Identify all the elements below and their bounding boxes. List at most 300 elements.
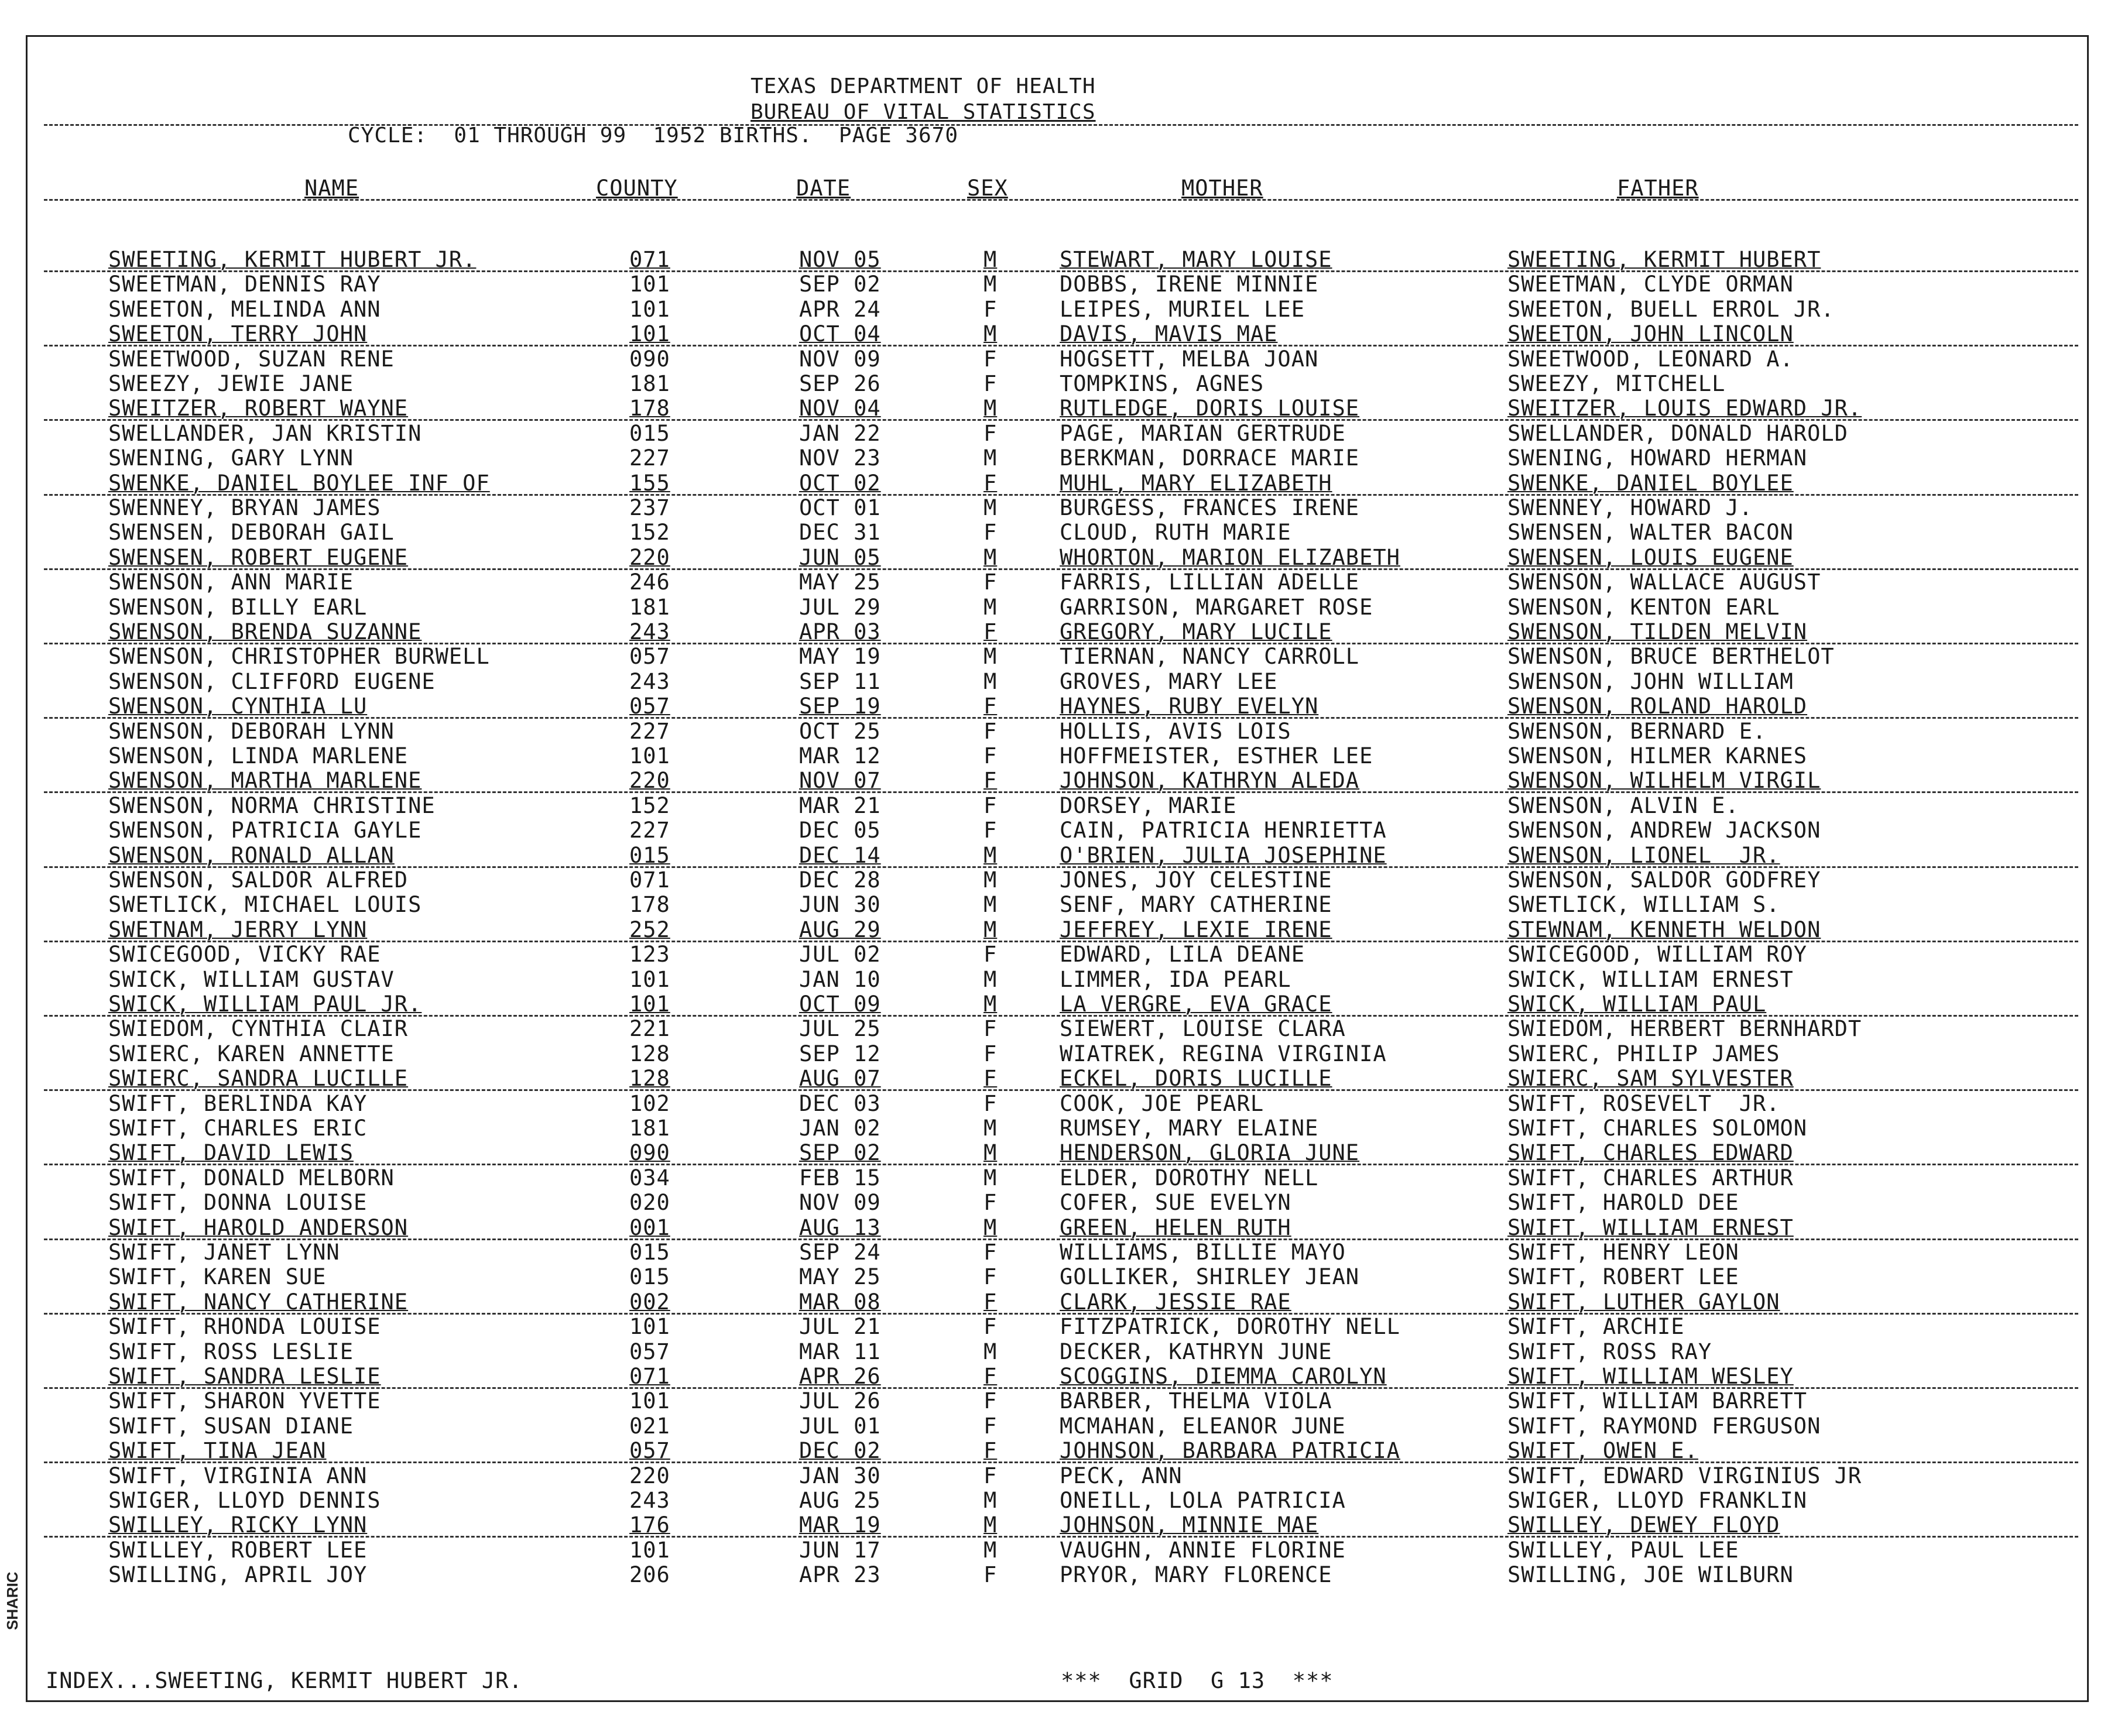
cell-sex: M	[984, 966, 998, 992]
table-row	[0, 942, 2049, 966]
cell-county: 227	[629, 818, 670, 843]
cell-county: 102	[629, 1090, 670, 1116]
table-row	[0, 867, 2049, 892]
cell-sex: M	[984, 1339, 998, 1364]
cell-county: 178	[629, 396, 670, 421]
table-row	[0, 1463, 2049, 1488]
cell-sex: M	[984, 594, 998, 620]
table-row	[0, 272, 2049, 296]
cell-date: SEP 26	[799, 371, 881, 396]
cell-sex: M	[984, 445, 998, 471]
table-row	[0, 1538, 2049, 1562]
cell-father: SWEETMAN, CLYDE ORMAN	[1507, 272, 1794, 297]
cell-name: SWIFT, DAVID LEWIS	[108, 1140, 354, 1166]
footer-index: INDEX...SWEETING, KERMIT HUBERT JR.	[46, 1668, 523, 1693]
cell-sex: F	[984, 346, 998, 372]
cell-sex: M	[984, 544, 998, 570]
cell-date: OCT 09	[799, 991, 881, 1017]
cell-date: DEC 03	[799, 1090, 881, 1116]
table-row	[0, 1190, 2049, 1214]
cell-father: SWIFT, HENRY LEON	[1507, 1240, 1739, 1265]
cell-father: SWENSON, TILDEN MELVIN	[1507, 619, 1808, 644]
table-row	[0, 1215, 2049, 1240]
cell-mother: SENF, MARY CATHERINE	[1060, 892, 1332, 918]
cell-name: SWETLICK, MICHAEL LOUIS	[108, 892, 422, 918]
cell-date: AUG 29	[799, 917, 881, 942]
cell-sex: M	[984, 321, 998, 347]
cell-sex: F	[984, 942, 998, 968]
cell-name: SWEITZER, ROBERT WAYNE	[108, 396, 409, 421]
cell-name: SWENSON, CYNTHIA LU	[108, 694, 368, 719]
cell-father: SWENSEN, LOUIS EUGENE	[1507, 544, 1794, 570]
cell-mother: HOGSETT, MELBA JOAN	[1060, 346, 1319, 372]
cell-father: SWIFT, ROSS RAY	[1507, 1339, 1712, 1364]
table-row	[0, 1140, 2049, 1165]
cell-county: 071	[629, 247, 670, 272]
cell-county: 176	[629, 1512, 670, 1538]
cell-county: 071	[629, 867, 670, 893]
table-row	[0, 1488, 2049, 1512]
cell-name: SWIFT, KAREN SUE	[108, 1264, 327, 1290]
cell-sex: M	[984, 1512, 998, 1538]
cell-sex: F	[984, 1289, 998, 1315]
cell-name: SWIFT, DONALD MELBORN	[108, 1165, 395, 1191]
cell-sex: F	[984, 296, 998, 322]
cell-mother: BARBER, THELMA VIOLA	[1060, 1388, 1332, 1414]
cell-sex: F	[984, 1264, 998, 1290]
cell-date: NOV 05	[799, 247, 881, 272]
cell-father: SWENKE, DANIEL BOYLEE	[1507, 470, 1794, 496]
cell-date: NOV 09	[799, 1190, 881, 1216]
table-row	[0, 297, 2049, 321]
cell-sex: F	[984, 470, 998, 496]
cell-mother: HENDERSON, GLORIA JUNE	[1060, 1140, 1360, 1166]
cell-father: SWIEDOM, HERBERT BERNHARDT	[1507, 1016, 1862, 1042]
cell-name: SWEETMAN, DENNIS RAY	[108, 272, 381, 297]
table-row	[0, 371, 2049, 396]
table-row	[0, 421, 2049, 445]
cell-sex: F	[984, 1314, 998, 1340]
cell-sex: F	[984, 743, 998, 768]
table-row	[0, 743, 2049, 768]
header-line-1: TEXAS DEPARTMENT OF HEALTH	[751, 74, 1096, 98]
cell-father: SWIFT, CHARLES EDWARD	[1507, 1140, 1794, 1166]
cell-father: SWENSON, SALDOR GODFREY	[1507, 867, 1821, 893]
cell-name: SWIFT, NANCY CATHERINE	[108, 1289, 409, 1315]
cell-sex: F	[984, 792, 998, 818]
cell-date: SEP 19	[799, 694, 881, 719]
cell-sex: M	[984, 1140, 998, 1166]
cell-county: 001	[629, 1214, 670, 1240]
cell-father: SWIFT, OWEN E.	[1507, 1438, 1698, 1464]
cell-date: APR 03	[799, 619, 881, 644]
cell-mother: PAGE, MARIAN GERTRUDE	[1060, 420, 1346, 446]
cell-father: SWENSON, WILHELM VIRGIL	[1507, 768, 1821, 794]
cell-date: JUL 26	[799, 1388, 881, 1414]
cell-sex: F	[984, 818, 998, 843]
cell-father: SWENSON, LIONEL JR.	[1507, 842, 1780, 868]
cell-name: SWENING, GARY LYNN	[108, 445, 354, 471]
table-row	[0, 917, 2049, 942]
cell-date: MAR 21	[799, 792, 881, 818]
cell-name: SWILLEY, ROBERT LEE	[108, 1537, 368, 1563]
cell-county: 220	[629, 1463, 670, 1488]
cell-father: SWENING, HOWARD HERMAN	[1507, 445, 1808, 471]
cell-name: SWETNAM, JERRY LYNN	[108, 917, 368, 942]
cell-father: SWICEGOOD, WILLIAM ROY	[1507, 942, 1808, 968]
cell-name: SWICK, WILLIAM GUSTAV	[108, 966, 395, 992]
cell-date: JUN 05	[799, 544, 881, 570]
cell-mother: DAVIS, MAVIS MAE	[1060, 321, 1278, 347]
cell-county: 243	[629, 1488, 670, 1513]
cell-date: JUL 01	[799, 1413, 881, 1439]
cell-name: SWEEZY, JEWIE JANE	[108, 371, 354, 396]
cell-mother: TOMPKINS, AGNES	[1060, 371, 1265, 396]
cell-date: AUG 07	[799, 1066, 881, 1092]
cell-mother: VAUGHN, ANNIE FLORINE	[1060, 1537, 1346, 1563]
cell-father: SWIFT, EDWARD VIRGINIUS JR	[1507, 1463, 1862, 1488]
cell-father: SWENSON, KENTON EARL	[1507, 594, 1780, 620]
table-row	[0, 768, 2049, 792]
cell-county: 220	[629, 768, 670, 794]
cell-county: 002	[629, 1289, 670, 1315]
cell-sex: M	[984, 272, 998, 297]
cell-mother: DOBBS, IRENE MINNIE	[1060, 272, 1319, 297]
cell-father: SWIFT, WILLIAM WESLEY	[1507, 1364, 1794, 1389]
cell-county: 090	[629, 346, 670, 372]
cell-date: SEP 24	[799, 1240, 881, 1265]
cell-name: SWIFT, SANDRA LESLIE	[108, 1364, 381, 1389]
cell-mother: LIMMER, IDA PEARL	[1060, 966, 1291, 992]
cell-mother: SCOGGINS, DIEMMA CAROLYN	[1060, 1364, 1387, 1389]
cell-sex: F	[984, 1016, 998, 1042]
cell-mother: RUTLEDGE, DORIS LOUISE	[1060, 396, 1360, 421]
cell-date: APR 23	[799, 1562, 881, 1588]
cell-name: SWEETON, TERRY JOHN	[108, 321, 368, 347]
cell-county: 015	[629, 1264, 670, 1290]
cell-mother: WIATREK, REGINA VIRGINIA	[1060, 1041, 1387, 1066]
cell-date: MAR 12	[799, 743, 881, 768]
cell-father: SWIFT, HAROLD DEE	[1507, 1190, 1739, 1216]
cell-date: DEC 14	[799, 842, 881, 868]
cell-county: 034	[629, 1165, 670, 1191]
cell-name: SWENSON, NORMA CHRISTINE	[108, 792, 436, 818]
cell-sex: M	[984, 867, 998, 893]
table-row	[0, 1314, 2049, 1339]
cell-sex: M	[984, 396, 998, 421]
table-row	[0, 1016, 2049, 1041]
cell-father: SWELLANDER, DONALD HAROLD	[1507, 420, 1848, 446]
cell-mother: MCMAHAN, ELEANOR JUNE	[1060, 1413, 1346, 1439]
cell-date: AUG 25	[799, 1488, 881, 1513]
cell-date: JAN 10	[799, 966, 881, 992]
cell-county: 101	[629, 743, 670, 768]
cell-father: SWIFT, ROSEVELT JR.	[1507, 1090, 1780, 1116]
cell-date: AUG 13	[799, 1214, 881, 1240]
table-row	[0, 471, 2049, 495]
cell-name: SWIFT, JANET LYNN	[108, 1240, 340, 1265]
cell-sex: M	[984, 668, 998, 694]
cell-name: SWENSON, CLIFFORD EUGENE	[108, 668, 436, 694]
cell-mother: JOHNSON, MINNIE MAE	[1060, 1512, 1319, 1538]
table-row	[0, 1041, 2049, 1066]
cell-county: 221	[629, 1016, 670, 1042]
cell-mother: JOHNSON, BARBARA PATRICIA	[1060, 1438, 1400, 1464]
column-header-county: COUNTY	[596, 176, 678, 201]
cell-sex: F	[984, 1463, 998, 1488]
cell-mother: GREGORY, MARY LUCILE	[1060, 619, 1332, 644]
cell-sex: F	[984, 420, 998, 446]
cell-county: 237	[629, 495, 670, 520]
cell-mother: STEWART, MARY LOUISE	[1060, 247, 1332, 272]
cell-county: 101	[629, 321, 670, 347]
cell-county: 101	[629, 272, 670, 297]
cell-mother: ELDER, DOROTHY NELL	[1060, 1165, 1319, 1191]
cell-father: SWEETWOOD, LEONARD A.	[1507, 346, 1794, 372]
cell-name: SWIFT, HAROLD ANDERSON	[108, 1214, 409, 1240]
cell-name: SWIFT, SUSAN DIANE	[108, 1413, 354, 1439]
cell-mother: LA VERGRE, EVA GRACE	[1060, 991, 1332, 1017]
cell-mother: FITZPATRICK, DOROTHY NELL	[1060, 1314, 1400, 1340]
cell-date: DEC 02	[799, 1438, 881, 1464]
cell-father: SWILLEY, DEWEY FLOYD	[1507, 1512, 1780, 1538]
cell-mother: JONES, JOY CELESTINE	[1060, 867, 1332, 893]
table-row	[0, 520, 2049, 544]
cell-name: SWENSON, ANN MARIE	[108, 569, 354, 595]
cell-mother: CAIN, PATRICIA HENRIETTA	[1060, 818, 1387, 843]
cell-father: SWIERC, SAM SYLVESTER	[1507, 1066, 1794, 1092]
cell-father: SWIFT, ROBERT LEE	[1507, 1264, 1739, 1290]
table-row	[0, 644, 2049, 668]
cell-sex: F	[984, 1364, 998, 1389]
cell-date: MAY 25	[799, 1264, 881, 1290]
cell-father: SWETLICK, WILLIAM S.	[1507, 892, 1780, 918]
cell-mother: WHORTON, MARION ELIZABETH	[1060, 544, 1400, 570]
cell-mother: COFER, SUE EVELYN	[1060, 1190, 1291, 1216]
cell-mother: MUHL, MARY ELIZABETH	[1060, 470, 1332, 496]
cell-date: JUL 29	[799, 594, 881, 620]
table-row	[0, 843, 2049, 867]
cell-mother: BURGESS, FRANCES IRENE	[1060, 495, 1360, 520]
cell-county: 101	[629, 991, 670, 1017]
cell-mother: DORSEY, MARIE	[1060, 792, 1237, 818]
cell-mother: COOK, JOE PEARL	[1060, 1090, 1265, 1116]
cell-mother: CLOUD, RUTH MARIE	[1060, 520, 1291, 545]
cell-mother: DECKER, KATHRYN JUNE	[1060, 1339, 1332, 1364]
cell-county: 123	[629, 942, 670, 968]
table-row	[0, 445, 2049, 470]
cell-name: SWENSEN, ROBERT EUGENE	[108, 544, 409, 570]
cell-county: 101	[629, 1388, 670, 1414]
table-row	[0, 1339, 2049, 1364]
cell-date: MAR 19	[799, 1512, 881, 1538]
cell-name: SWENSON, BILLY EARL	[108, 594, 368, 620]
table-row	[0, 694, 2049, 718]
cell-father: SWENSEN, WALTER BACON	[1507, 520, 1794, 545]
cell-sex: F	[984, 1413, 998, 1439]
cell-sex: M	[984, 1116, 998, 1141]
cell-sex: F	[984, 694, 998, 719]
cell-name: SWENNEY, BRYAN JAMES	[108, 495, 381, 520]
cell-county: 057	[629, 1438, 670, 1464]
cell-name: SWIERC, KAREN ANNETTE	[108, 1041, 395, 1066]
column-header-sex: SEX	[967, 176, 1008, 201]
cell-sex: M	[984, 1165, 998, 1191]
cell-date: OCT 04	[799, 321, 881, 347]
cell-county: 243	[629, 619, 670, 644]
cell-county: 227	[629, 445, 670, 471]
cell-name: SWIFT, SHARON YVETTE	[108, 1388, 381, 1414]
cell-mother: CLARK, JESSIE RAE	[1060, 1289, 1291, 1315]
cell-county: 227	[629, 718, 670, 744]
cell-county: 090	[629, 1140, 670, 1166]
cell-father: SWIFT, RAYMOND FERGUSON	[1507, 1413, 1821, 1439]
cell-mother: GREEN, HELEN RUTH	[1060, 1214, 1291, 1240]
cell-date: APR 26	[799, 1364, 881, 1389]
column-header-father: FATHER	[1617, 176, 1699, 201]
cell-sex: F	[984, 768, 998, 794]
cell-sex: F	[984, 1438, 998, 1464]
table-row	[0, 545, 2049, 569]
cell-county: 178	[629, 892, 670, 918]
cell-date: DEC 31	[799, 520, 881, 545]
cell-date: NOV 07	[799, 768, 881, 794]
table-row	[0, 346, 2049, 371]
cell-county: 243	[629, 668, 670, 694]
cell-sex: M	[984, 644, 998, 670]
cell-date: SEP 02	[799, 272, 881, 297]
cell-father: STEWNAM, KENNETH WELDON	[1507, 917, 1821, 942]
cell-sex: F	[984, 1041, 998, 1066]
cell-father: SWILLING, JOE WILBURN	[1507, 1562, 1794, 1588]
cell-county: 015	[629, 1240, 670, 1265]
cell-mother: TIERNAN, NANCY CARROLL	[1060, 644, 1360, 670]
table-row	[0, 1512, 2049, 1537]
cell-sex: F	[984, 371, 998, 396]
cell-sex: M	[984, 495, 998, 520]
cell-mother: GARRISON, MARGARET ROSE	[1060, 594, 1373, 620]
cell-county: 057	[629, 644, 670, 670]
cell-sex: F	[984, 619, 998, 644]
cell-name: SWENSON, MARTHA MARLENE	[108, 768, 422, 794]
cell-county: 220	[629, 544, 670, 570]
table-row	[0, 1091, 2049, 1116]
table-row	[0, 1562, 2049, 1587]
cell-sex: F	[984, 1090, 998, 1116]
table-row	[0, 495, 2049, 520]
cell-father: SWIFT, CHARLES SOLOMON	[1507, 1116, 1808, 1141]
cell-sex: M	[984, 917, 998, 942]
cell-county: 128	[629, 1066, 670, 1092]
cell-county: 155	[629, 470, 670, 496]
cell-mother: O'BRIEN, JULIA JOSEPHINE	[1060, 842, 1387, 868]
table-row	[0, 1438, 2049, 1463]
cell-county: 021	[629, 1413, 670, 1439]
cell-name: SWIFT, CHARLES ERIC	[108, 1116, 368, 1141]
cell-sex: F	[984, 520, 998, 545]
cell-date: NOV 04	[799, 396, 881, 421]
cell-date: SEP 12	[799, 1041, 881, 1066]
cell-name: SWENKE, DANIEL BOYLEE INF OF	[108, 470, 490, 496]
cell-date: JUL 25	[799, 1016, 881, 1042]
header-line-3: CYCLE: 01 THROUGH 99 1952 BIRTHS. PAGE 3670	[348, 123, 958, 147]
table-row	[0, 793, 2049, 818]
cell-father: SWIFT, WILLIAM ERNEST	[1507, 1214, 1794, 1240]
cell-sex: F	[984, 1190, 998, 1216]
table-row	[0, 967, 2049, 991]
cell-mother: GROVES, MARY LEE	[1060, 668, 1278, 694]
cell-county: 101	[629, 1314, 670, 1340]
cell-date: APR 24	[799, 296, 881, 322]
cell-name: SWIGER, LLOYD DENNIS	[108, 1488, 381, 1513]
cell-sex: F	[984, 1388, 998, 1414]
cell-date: JAN 30	[799, 1463, 881, 1488]
cell-date: JUN 30	[799, 892, 881, 918]
column-header-date: DATE	[796, 176, 851, 201]
cell-county: 057	[629, 694, 670, 719]
cell-county: 152	[629, 520, 670, 545]
cell-father: SWIGER, LLOYD FRANKLIN	[1507, 1488, 1808, 1513]
cell-mother: ECKEL, DORIS LUCILLE	[1060, 1066, 1332, 1092]
cell-county: 128	[629, 1041, 670, 1066]
cell-mother: FARRIS, LILLIAN ADELLE	[1060, 569, 1360, 595]
cell-father: SWEETON, BUELL ERROL JR.	[1507, 296, 1835, 322]
cell-mother: HOLLIS, AVIS LOIS	[1060, 718, 1291, 744]
table-row	[0, 1264, 2049, 1289]
cell-sex: M	[984, 1537, 998, 1563]
cell-father: SWICK, WILLIAM ERNEST	[1507, 966, 1794, 992]
cell-sex: F	[984, 1240, 998, 1265]
cell-mother: WILLIAMS, BILLIE MAYO	[1060, 1240, 1346, 1265]
side-label: SHARIC	[4, 1572, 21, 1630]
cell-county: 101	[629, 966, 670, 992]
cell-name: SWENSEN, DEBORAH GAIL	[108, 520, 395, 545]
footer-grid: *** GRID G 13 ***	[1061, 1668, 1334, 1693]
cell-date: MAY 19	[799, 644, 881, 670]
cell-date: NOV 09	[799, 346, 881, 372]
cell-date: JAN 02	[799, 1116, 881, 1141]
cell-name: SWIERC, SANDRA LUCILLE	[108, 1066, 409, 1092]
cell-county: 181	[629, 1116, 670, 1141]
cell-name: SWENSON, PATRICIA GAYLE	[108, 818, 422, 843]
cell-name: SWENSON, DEBORAH LYNN	[108, 718, 395, 744]
cell-sex: M	[984, 991, 998, 1017]
cell-father: SWICK, WILLIAM PAUL	[1507, 991, 1767, 1017]
cell-name: SWEETING, KERMIT HUBERT JR.	[108, 247, 477, 272]
cell-mother: LEIPES, MURIEL LEE	[1060, 296, 1305, 322]
cell-mother: RUMSEY, MARY ELAINE	[1060, 1116, 1319, 1141]
cell-name: SWIEDOM, CYNTHIA CLAIR	[108, 1016, 409, 1042]
cell-name: SWENSON, LINDA MARLENE	[108, 743, 409, 768]
cell-mother: PRYOR, MARY FLORENCE	[1060, 1562, 1332, 1588]
table-row	[0, 1240, 2049, 1264]
cell-name: SWENSON, CHRISTOPHER BURWELL	[108, 644, 490, 670]
cell-father: SWEEZY, MITCHELL	[1507, 371, 1726, 396]
cell-county: 015	[629, 420, 670, 446]
cell-date: DEC 28	[799, 867, 881, 893]
cell-sex: M	[984, 247, 998, 272]
cell-father: SWENSON, ALVIN E.	[1507, 792, 1739, 818]
table-row	[0, 396, 2049, 420]
cell-date: JAN 22	[799, 420, 881, 446]
table-row	[0, 1289, 2049, 1314]
header-divider-top	[44, 124, 2078, 126]
cell-sex: F	[984, 1562, 998, 1588]
cell-date: JUN 17	[799, 1537, 881, 1563]
cell-name: SWEETWOOD, SUZAN RENE	[108, 346, 395, 372]
table-row	[0, 1413, 2049, 1438]
cell-name: SWILLING, APRIL JOY	[108, 1562, 368, 1588]
